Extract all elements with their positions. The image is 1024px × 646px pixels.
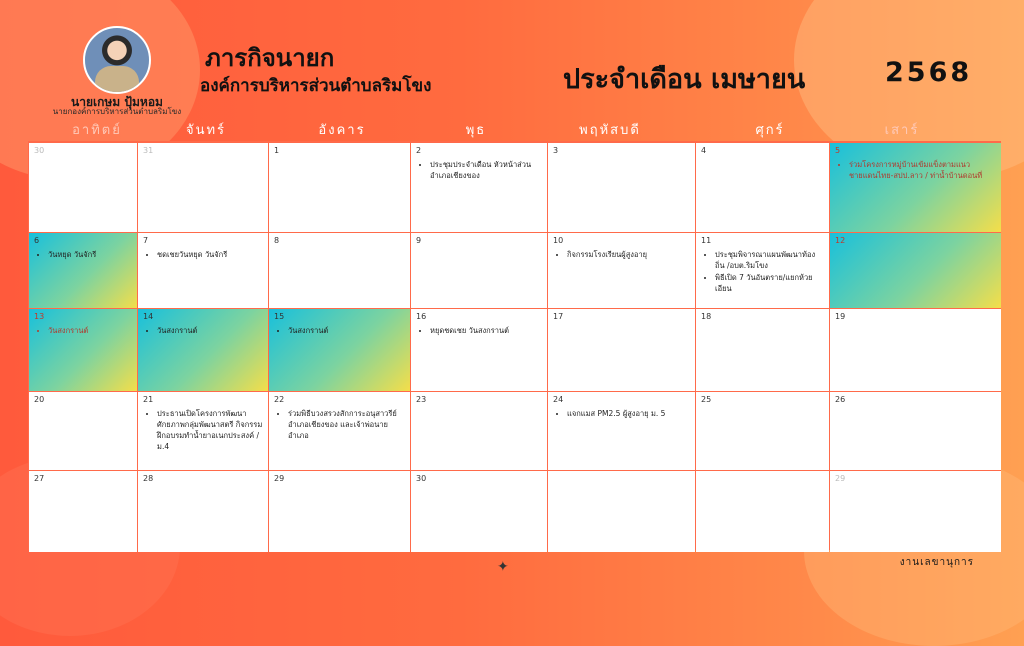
day-header: อาทิตย์ xyxy=(72,123,122,138)
day-number: 29 xyxy=(274,474,285,483)
day-number: 28 xyxy=(143,474,154,483)
calendar-day-cell[interactable] xyxy=(411,143,547,232)
event-list xyxy=(143,408,263,452)
day-number: 9 xyxy=(416,236,422,245)
day-number: 26 xyxy=(835,395,846,404)
event-item: • ประธานเปิดโครงการพัฒนาศักยภาพกลุ่มพัฒนาสตรี กิจกรรมฝึกอบรมทำน้ำยาอเนกประสงค์ /ม.4 xyxy=(157,408,263,452)
event-item: • ชดเชยวันหยุด วันจักรี xyxy=(157,249,263,260)
footer-label: งานเลขานุการ xyxy=(899,557,974,568)
calendar-day-cell[interactable] xyxy=(269,233,410,308)
calendar-day-cell[interactable] xyxy=(548,143,695,232)
calendar-day-cell[interactable] xyxy=(830,309,1001,391)
calendar-day-cell[interactable] xyxy=(269,471,410,552)
calendar-day-cell[interactable] xyxy=(29,143,137,232)
calendar-day-cell[interactable] xyxy=(138,309,268,391)
event-list xyxy=(274,408,405,441)
day-number: 15 xyxy=(274,312,285,321)
event-list xyxy=(416,159,542,181)
day-number: 21 xyxy=(143,395,154,404)
calendar-day-cell[interactable] xyxy=(696,233,829,308)
calendar-day-cell[interactable] xyxy=(411,392,547,470)
day-number: 29 xyxy=(835,474,846,483)
avatar xyxy=(83,26,151,94)
event-item: • วันสงกรานต์ xyxy=(157,325,263,336)
day-header: เสาร์ xyxy=(884,123,920,138)
event-list xyxy=(34,249,132,260)
day-number: 17 xyxy=(553,312,564,321)
day-number: 18 xyxy=(701,312,712,321)
day-number: 11 xyxy=(701,236,712,245)
event-list xyxy=(835,159,996,181)
calendar-day-cell[interactable] xyxy=(138,392,268,470)
day-number: 20 xyxy=(34,395,45,404)
calendar-day-cell[interactable] xyxy=(830,471,1001,552)
calendar-day-cell[interactable] xyxy=(29,392,137,470)
day-number: 27 xyxy=(34,474,45,483)
day-number: 7 xyxy=(143,236,149,245)
calendar-day-cell[interactable] xyxy=(830,392,1001,470)
day-number: 10 xyxy=(553,236,564,245)
calendar-day-cell[interactable] xyxy=(138,233,268,308)
event-item: • แจกแมส PM2.5 ผู้สูงอายุ ม. 5 xyxy=(567,408,690,419)
day-number: 3 xyxy=(553,146,559,155)
event-list xyxy=(553,249,690,260)
event-item: • ร่วมพิธีบวงสรวงสักการะอนุสาวรีย์อำเภอเชียงของ และเจ้าพ่อนายอำเภอ xyxy=(288,408,405,441)
calendar-day-cell[interactable] xyxy=(696,143,829,232)
calendar-day-cell[interactable] xyxy=(548,309,695,391)
day-number: 1 xyxy=(274,146,280,155)
event-list xyxy=(143,325,263,336)
day-number: 13 xyxy=(34,312,45,321)
day-number: 14 xyxy=(143,312,154,321)
calendar-day-cell[interactable] xyxy=(696,392,829,470)
calendar-day-cell[interactable] xyxy=(548,233,695,308)
calendar-day-cell[interactable] xyxy=(411,471,547,552)
day-number: 4 xyxy=(701,146,707,155)
event-item: • ประชุมประจำเดือน หัวหน้าส่วนอำเภอเชียงของ xyxy=(430,159,542,181)
day-header: พฤหัสบดี xyxy=(579,123,641,138)
day-number: 22 xyxy=(274,395,285,404)
event-item: • หยุดชดเชย วันสงกรานต์ xyxy=(430,325,542,336)
page-subtitle: องค์การบริหารส่วนตำบลริมโขง xyxy=(200,76,432,96)
calendar-day-cell[interactable] xyxy=(830,143,1001,232)
event-list xyxy=(701,249,824,294)
day-header: พุธ xyxy=(465,123,487,138)
day-number: 6 xyxy=(34,236,40,245)
event-list xyxy=(34,325,132,336)
event-list xyxy=(143,249,263,260)
sparkle-icon: ✦ xyxy=(497,559,509,575)
calendar-day-cell[interactable] xyxy=(138,143,268,232)
calendar-day-cell[interactable] xyxy=(269,392,410,470)
day-header: ศุกร์ xyxy=(755,123,785,138)
day-number: 16 xyxy=(416,312,427,321)
calendar-grid xyxy=(28,141,1001,550)
event-list xyxy=(416,325,542,336)
event-item: • วันสงกรานต์ xyxy=(48,325,132,336)
calendar-day-cell[interactable] xyxy=(269,309,410,391)
day-number: 30 xyxy=(34,146,45,155)
calendar-day-cell[interactable] xyxy=(830,233,1001,308)
event-item: • พิธีเปิด 7 วันอันตราย/แยกห้วยเอียน xyxy=(715,272,824,294)
day-number: 24 xyxy=(553,395,564,404)
event-item: • ร่วมโครงการหมู่บ้านเข้มแข็งตามแนวชายแดนไทย-สปป.ลาว / ท่าน้ำบ้านดอนที่ xyxy=(849,159,996,181)
month-label: ประจำเดือน เมษายน xyxy=(563,64,806,95)
event-list xyxy=(553,408,690,419)
day-number: 5 xyxy=(835,146,841,155)
calendar-day-cell[interactable] xyxy=(696,309,829,391)
day-number: 8 xyxy=(274,236,280,245)
event-item: • ประชุมพิจารณาแผนพัฒนาท้องถิ่น /อบต.ริมโขง xyxy=(715,249,824,271)
person-name: นายเกษม ปุ้มหอม xyxy=(71,95,163,109)
page-title: ภารกิจนายก xyxy=(205,44,335,72)
year-label: 2568 xyxy=(885,57,973,88)
event-list xyxy=(274,325,405,336)
day-header: อังคาร xyxy=(318,123,366,138)
calendar-day-cell[interactable] xyxy=(29,471,137,552)
event-item: • วันหยุด วันจักรี xyxy=(48,249,132,260)
day-number: 12 xyxy=(835,236,846,245)
event-item: • กิจกรรมโรงเรียนผู้สูงอายุ xyxy=(567,249,690,260)
calendar-day-cell[interactable] xyxy=(269,143,410,232)
calendar-day-cell[interactable] xyxy=(548,471,695,552)
calendar-day-cell[interactable] xyxy=(29,233,137,308)
day-number: 23 xyxy=(416,395,427,404)
calendar-day-cell[interactable] xyxy=(411,309,547,391)
calendar-day-cell[interactable] xyxy=(548,392,695,470)
day-number: 19 xyxy=(835,312,846,321)
calendar-day-cell[interactable] xyxy=(411,233,547,308)
person-role: นายกองค์การบริหารส่วนตำบลริมโขง xyxy=(52,107,182,116)
day-number: 2 xyxy=(416,146,422,155)
calendar-day-cell[interactable] xyxy=(29,309,137,391)
calendar-day-cell[interactable] xyxy=(696,471,829,552)
day-number: 30 xyxy=(416,474,427,483)
day-header: จันทร์ xyxy=(185,123,227,138)
event-item: • วันสงกรานต์ xyxy=(288,325,405,336)
day-number: 25 xyxy=(701,395,712,404)
calendar-day-cell[interactable] xyxy=(138,471,268,552)
day-number: 31 xyxy=(143,146,154,155)
